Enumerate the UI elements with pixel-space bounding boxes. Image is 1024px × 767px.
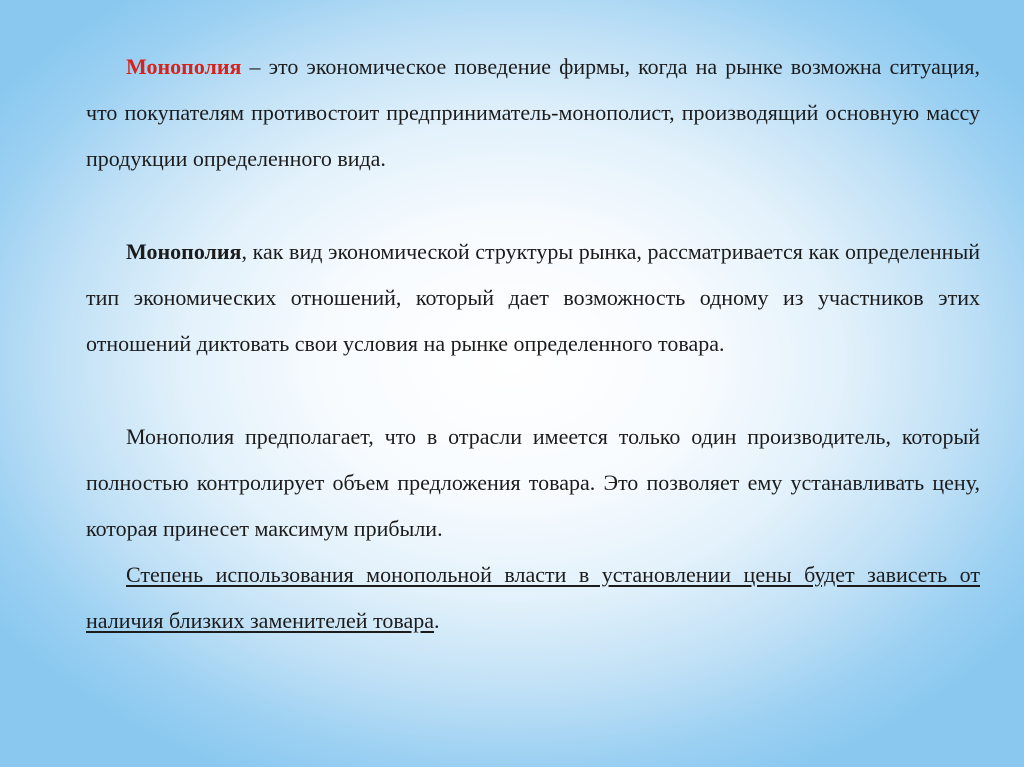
paragraph-1-text: – это экономическое поведение фирмы, когда на рынке возможна ситуация, что покупателям противостоит предприниматель-монополист, производящий основную массу продукции определенного вида. bbox=[86, 54, 980, 171]
paragraph-4-underlined-text: Степень использования монопольной власти в установлении цены будет зависеть от наличия близких заменителей товара bbox=[86, 562, 980, 633]
paragraph-4-trailing: . bbox=[434, 608, 440, 633]
term-monopoly-highlighted: Монополия bbox=[126, 54, 242, 79]
spacer bbox=[86, 367, 980, 414]
term-monopoly-bold: Монополия bbox=[126, 239, 242, 264]
spacer bbox=[86, 182, 980, 229]
paragraph-monopoly-market-structure bbox=[86, 229, 980, 367]
paragraph-3-text: Монополия предполагает, что в отрасли имеется только один производитель, который полностью контролирует объем предложения товара. Это позволяет ему устанавливать цену, которая принесет максимум прибыли. bbox=[86, 424, 980, 541]
paragraph-2-text: , как вид экономической структуры рынка, рассматривается как определенный тип экономических отношений, который дает возможность одному из участников этих отношений диктовать свои условия на рынке определенного товара. bbox=[86, 239, 980, 356]
paragraph-monopoly-definition bbox=[86, 44, 980, 182]
slide-body bbox=[86, 44, 980, 644]
paragraph-single-producer bbox=[86, 414, 980, 552]
paragraph-substitutes bbox=[86, 552, 980, 644]
